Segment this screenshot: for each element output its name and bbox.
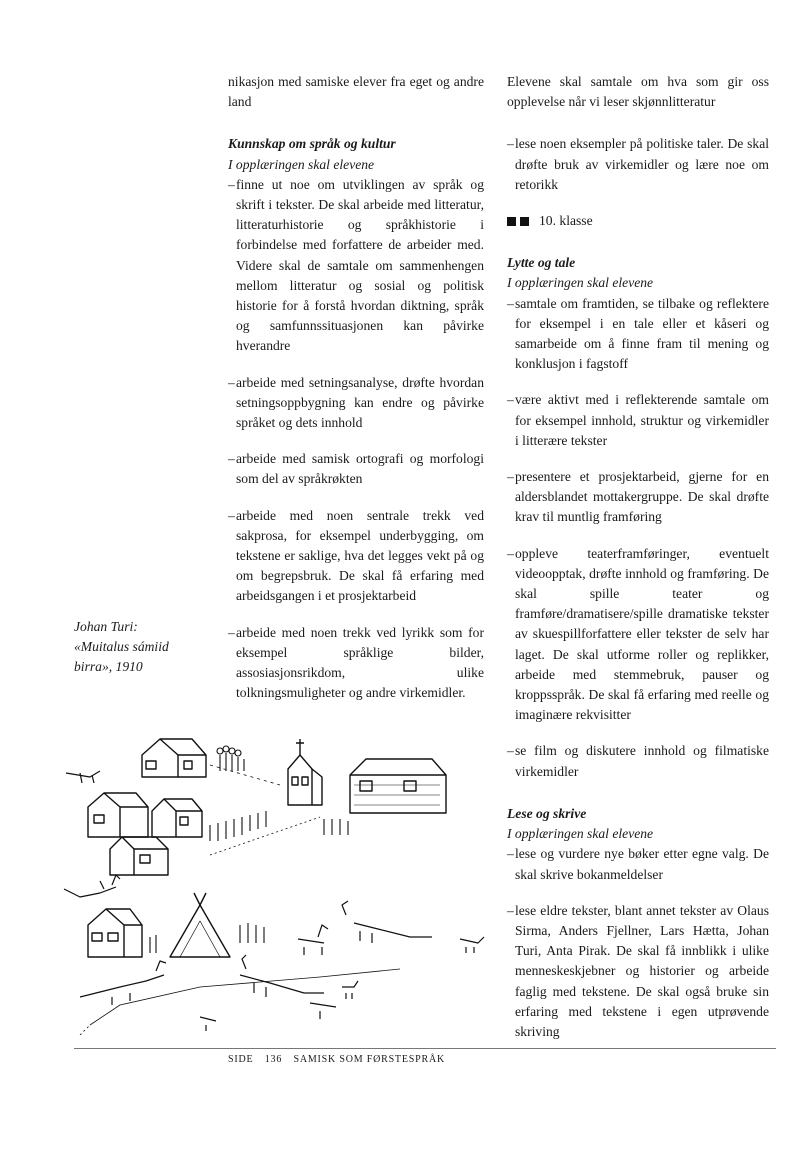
cabin-drawing [142, 739, 206, 777]
list-item: –lese og vurdere nye bøker etter egne valg. De skal skrive bokanmeldelser [507, 846, 769, 882]
section-heading-lese: Lese og skrive [507, 805, 587, 821]
cabin-drawing [110, 837, 168, 875]
reindeer-sled-drawing [64, 771, 484, 1031]
list-item: –arbeide med noen sentrale trekk ved sakprosa, for eksempel underbygging, om tekstene er saklige, hva det legges vekt på og om begrepsbruk. De skal få erfaring med arbeidsgangen i et prosjektarbeid [228, 507, 484, 604]
middle-intro-text: nikasjon med samiske elever fra eget og andre land [228, 74, 484, 110]
village-illustration [60, 725, 500, 1035]
list-item: –samtale om framtiden, se tilbake og reflektere for eksempel i en tale eller et kåseri og samarbeide om å finne fram til mening og konklusjon i fagstoff [507, 295, 769, 372]
right-column [507, 72, 769, 1042]
lavvu-tent-drawing [170, 893, 230, 957]
list-item: –finne ut noe om utviklingen av språk og skrift i tekster. De skal arbeide med litteratur, litteraturhistorie og språkhistorie i forbindelse med forfattere de arbeider med. Videre skal de samtale om sammenhengen mellom litteratur og sosial og politisk historie for å forstå hvordan diktning, språk og samfunnssituasjonen kan påvirke hverandre [228, 176, 484, 354]
section-subheading-lese: I opplæringen skal elevene [507, 826, 654, 842]
list-item: –være aktivt med i reflekterende samtale om for eksempel innhold, struktur og virkemidler i litterære tekster [507, 392, 769, 448]
section-subheading-lytte: I opplæringen skal elevene [507, 275, 654, 291]
section-heading-kunnskap: Kunnskap om språk og kultur [228, 136, 396, 152]
list-item: –lese eldre tekster, blant annet tekster av Olaus Sirma, Anders Fjellner, Lars Hætta, Johan Turi, Anta Pirak. De skal få innblikk i ulike menneskeskjebner og historier og arbeide faglig med tekstene. De skal også bruke sin erfaring med tekstene i egen utprøvende skriving [507, 902, 769, 1039]
page-number: 136 [264, 1054, 283, 1065]
section-subheading-kunnskap: I opplæringen skal elevene [228, 156, 375, 172]
footer-book-title: SAMISK SOM FØRSTESPRÅK [293, 1054, 445, 1065]
list-item: –arbeide med setningsanalyse, drøfte hvordan setningsoppbygning kan endre og påvirke språket og dets innhold [228, 374, 484, 431]
square-bullet-icon [520, 217, 529, 226]
list-item: –arbeide med noen trekk ved lyrikk som for eksempel språklige bilder, assosiasjonsrikdom, ulike tolkningsmuligheter og andre virkemidler. [228, 624, 484, 701]
list-item: –oppleve teaterframføringer, eventuelt videoopptak, drøfte innhold og framføring. De skal spille teater og framføre/dramatisere/spille dramatiske tekster av skuespillforfattere eller tekster de selv har laget. De skal utforme roller og replikker, arbeide med stemmebruk, pauser og kroppsspråk. De skal få erfaring med reelle og imaginære rekvisitter [507, 545, 769, 723]
grade-heading [507, 211, 769, 231]
grade-label: 10. klasse [539, 213, 593, 229]
list-item: –presentere et prosjektarbeid, gjerne for en aldersblandet mottakergruppe. De skal drøfte krav til muntlig framføring [507, 469, 769, 525]
right-intro-text: Elevene skal samtale om hva som gir oss opplevelse når vi leser skjønnlitteratur [507, 74, 769, 110]
list-item: –lese noen eksempler på politiske taler. De skal drøfte bruk av virkemidler og lære noe om retorikk [507, 136, 769, 192]
list-item: –arbeide med samisk ortografi og morfologi som del av språkrøkten [228, 451, 484, 487]
list-item: –se film og diskutere innhold og filmatiske virkemidler [507, 743, 769, 779]
footer-divider [74, 1048, 776, 1049]
cabin-drawing [88, 793, 148, 837]
cabin-drawing [152, 799, 202, 837]
figure-caption: Johan Turi: «Muitalus sámiid birra», 1910 [74, 619, 169, 674]
church-drawing [288, 739, 322, 805]
footer-side-label: SIDE [228, 1054, 254, 1065]
cabin-drawing [88, 909, 142, 957]
middle-column [228, 72, 484, 703]
cabin-drawing [350, 759, 446, 813]
section-heading-lytte: Lytte og tale [507, 255, 576, 271]
square-bullet-icon [507, 217, 516, 226]
page-footer [228, 1054, 453, 1065]
